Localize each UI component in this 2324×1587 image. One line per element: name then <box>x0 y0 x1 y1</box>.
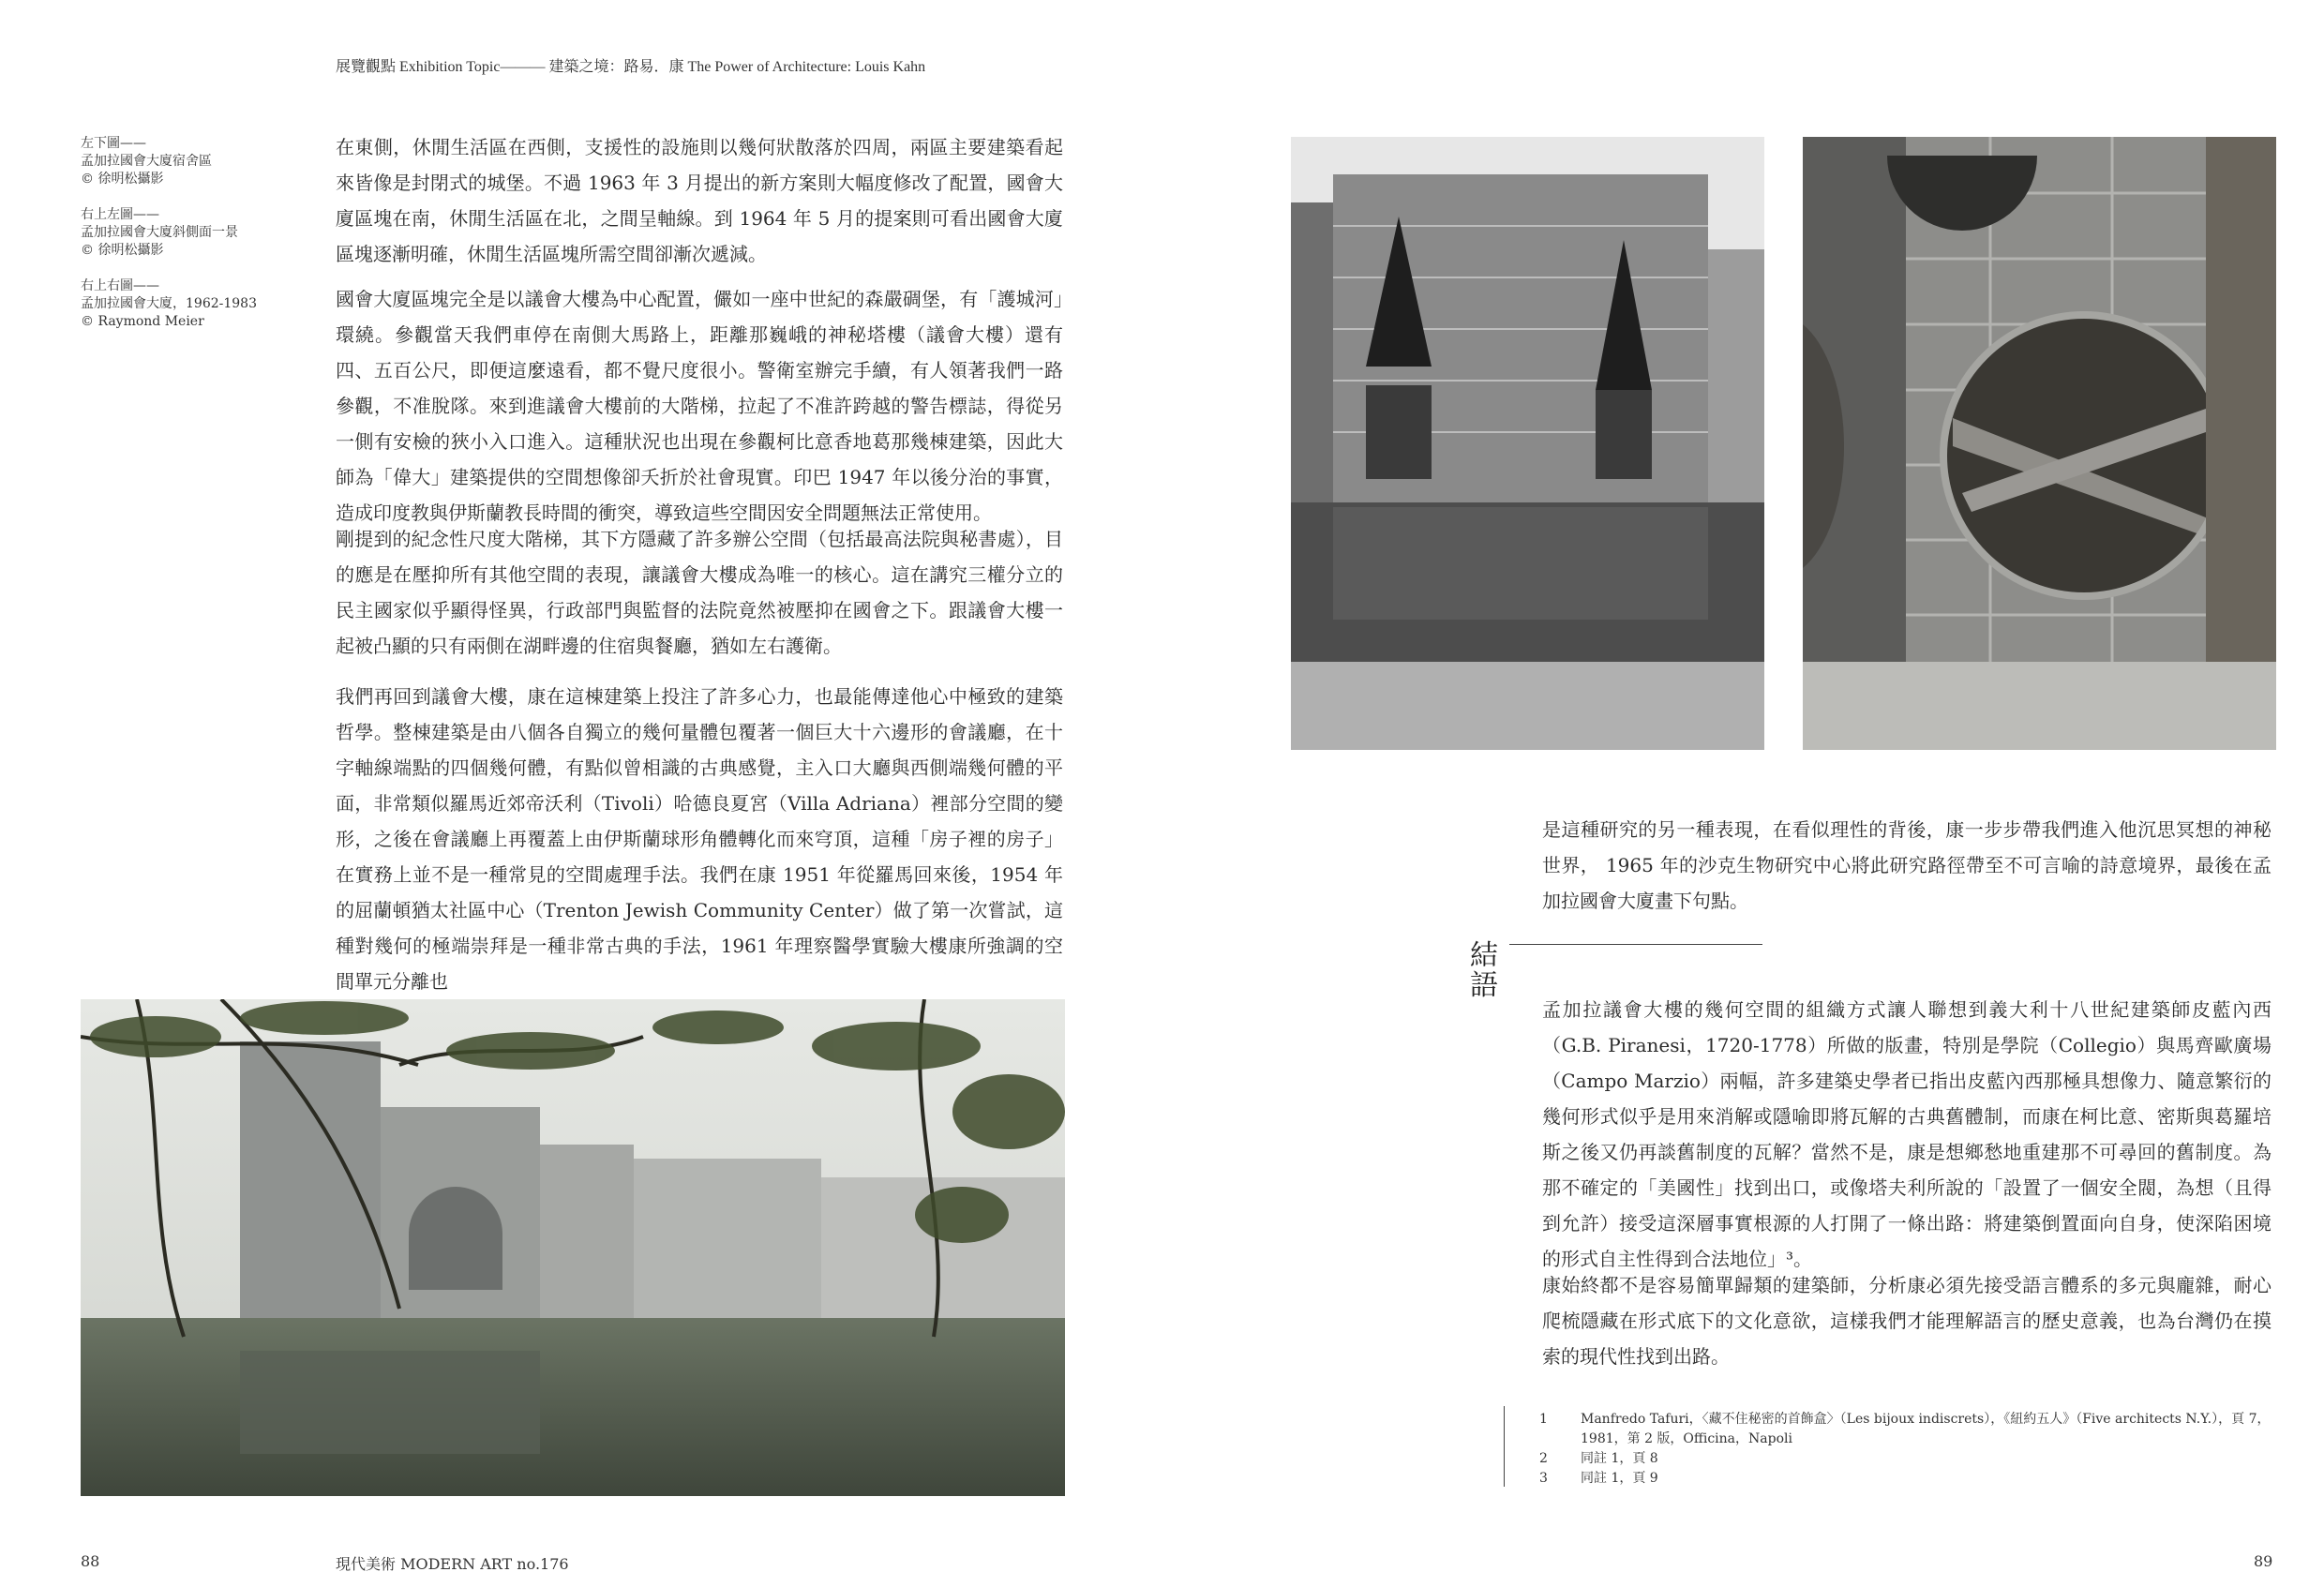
footnote-number: 2 <box>1539 1451 1548 1466</box>
conclusion-text <box>1542 1267 2272 1374</box>
paragraph: 在東側，休閒生活區在西側，支援性的設施則以幾何狀散落於四周，兩區主要建築看起來皆像是封閉式的城堡。不過 1963 年 3 月提出的新方案則大幅度修改了配置，國會大廈區塊在南，休閒生活區在北，之間呈軸線。到 1964 年 5 月的提案則可看出國會大廈區塊逐漸明確，休閒生活區塊所需空間卻漸次遞減。 <box>336 136 1063 265</box>
running-header: 展覽觀點 Exhibition Topic——— 建築之境：路易．康 The Power of Architecture: Louis Kahn <box>336 59 926 75</box>
caption-label: 右上右圖—— <box>81 278 159 293</box>
caption-credit: © Raymond Meier <box>81 314 204 329</box>
caption-subject: 孟加拉國會大廈，1962-1983 <box>81 296 257 311</box>
paragraph: 孟加拉議會大樓的幾何空間的組織方式讓人聯想到義大利十八世紀建築師皮藍內西（G.B. Piranesi，1720-1778）所做的版畫，特別是學院（Collegio）與馬齊歐廣場（Campo Marzio）兩幅，許多建築史學者已指出皮藍內西那極具想像力、隨意繁衍的幾何形式似乎是用來消解或隱喻即將瓦解的古典舊體制，而康在柯比意、密斯與葛羅培斯之後又仍再談舊制度的瓦解？當然不是，康是想鄉愁地重建那不可尋回的舊制度。為那不確定的「美國性」找到出口，或像塔夫利所說的「設置了一個安全閥，為想（且得到允許）接受這深層事實根源的人打開了一條出路：將建築倒置面向自身，使深陷困境的形式自主性得到合法地位」³。 <box>1542 998 2272 1270</box>
caption-subject: 孟加拉國會大廈斜側面一景 <box>81 225 238 240</box>
paragraph: 我們再回到議會大樓，康在這棟建築上投注了許多心力，也最能傳達他心中極致的建築哲學。整棟建築是由八個各自獨立的幾何量體包覆著一個巨大十六邊形的會議廳，在十字軸線端點的四個幾何體，有點似曾相識的古典感覺，主入口大廳與西側端幾何體的平面，非常類似羅馬近郊帝沃利（Tivoli）哈德良夏宮（Villa Adriana）裡部分空間的變形，之後在會議廳上再覆蓋上由伊斯蘭球形角體轉化而來穹頂，這種「房子裡的房子」在實務上並不是一種常見的空間處理手法。我們在康 1951 年從羅馬回來後，1954 年的屈蘭頓猶太社區中心（Trenton Jewish Community Center）做了第一次嘗試，這種對幾何的極端崇拜是一種非常古典的手法，1961 年理察醫學實驗大樓康所強調的空間單元分離也 <box>336 685 1063 993</box>
left-body-text <box>336 129 1063 272</box>
caption-credit: © 徐明松攝影 <box>81 243 164 258</box>
dormitory-lake-photo <box>81 999 1065 1496</box>
footnote-divider <box>1504 1406 1505 1487</box>
page-number-left: 88 <box>81 1552 100 1570</box>
footnote-number: 1 <box>1539 1412 1548 1427</box>
conclusion-heading: 結語 <box>1470 939 1498 1002</box>
left-body-text <box>336 281 1063 531</box>
paragraph: 康始終都不是容易簡單歸類的建築師，分析康必須先接受語言體系的多元與龐雜，耐心爬梳隱藏在形式底下的文化意欲，這樣我們才能理解語言的歷史意義，也為台灣仍在摸索的現代性找到出路。 <box>1542 1274 2272 1368</box>
footnote-item <box>1539 1410 2280 1449</box>
caption-top-right-left <box>81 206 277 260</box>
footnote-item <box>1539 1449 2280 1469</box>
caption-credit: © 徐明松攝影 <box>81 172 164 187</box>
footnote-text: 同註 1，頁 8 <box>1581 1451 1658 1466</box>
conclusion-divider <box>1509 944 1762 945</box>
paragraph: 是這種研究的另一種表現，在看似理性的背後，康一步步帶我們進入他沉思冥想的神秘世界， 1965 年的沙克生物研究中心將此研究路徑帶至不可言喻的詩意境界，最後在孟加拉國會大廈畫下句點。 <box>1542 818 2272 912</box>
assembly-interior-photo <box>1803 137 2276 750</box>
caption-subject: 孟加拉國會大廈宿舍區 <box>81 154 212 169</box>
paragraph: 國會大廈區塊完全是以議會大樓為中心配置，儼如一座中世紀的森嚴碉堡，有「護城河」環繞。參觀當天我們車停在南側大馬路上，距離那巍峨的神秘塔樓（議會大樓）還有四、五百公尺，即便這麼遠看，都不覺尺度很小。警衛室辦完手續，有人領著我們一路參觀，不准脫隊。來到進議會大樓前的大階梯，拉起了不准許跨越的警告標誌，得從另一側有安檢的狹小入口進入。這種狀況也出現在參觀柯比意香地葛那幾棟建築，因此大師為「偉大」建築提供的空間想像卻夭折於社會現實。印巴 1947 年以後分治的事實，造成印度教與伊斯蘭教長時間的衝突，導致這些空間因安全問題無法正常使用。 <box>336 288 1063 524</box>
caption-bottom-left <box>81 135 277 188</box>
caption-top-right-right <box>81 277 277 331</box>
assembly-oblique-photo <box>1291 137 1764 750</box>
left-body-text <box>336 679 1063 999</box>
footnote-text: Manfredo Tafuri，〈藏不住秘密的首飾盒〉（Les bijoux indiscrets），《紐約五人》（Five architects N.Y.），頁 7，1981，第 2 版，Officina，Napoli <box>1581 1412 2271 1446</box>
page-number-right: 89 <box>2254 1552 2273 1570</box>
footnotes <box>1539 1410 2280 1489</box>
footnote-number: 3 <box>1539 1471 1548 1486</box>
left-body-text <box>336 521 1063 664</box>
footnote-item <box>1539 1469 2280 1489</box>
magazine-title: 現代美術 MODERN ART no.176 <box>336 1555 569 1573</box>
conclusion-text <box>1542 992 2272 1277</box>
footnote-text: 同註 1，頁 9 <box>1581 1471 1658 1486</box>
caption-label: 左下圖—— <box>81 136 146 151</box>
paragraph: 剛提到的紀念性尺度大階梯，其下方隱藏了許多辦公空間（包括最高法院與秘書處），目的應是在壓抑所有其他空間的表現，讓議會大樓成為唯一的核心。這在講究三權分立的民主國家似乎顯得怪異，行政部門與監督的法院竟然被壓抑在國會之下。跟議會大樓一起被凸顯的只有兩側在湖畔邊的住宿與餐廳，猶如左右護衛。 <box>336 528 1063 657</box>
right-intro-text <box>1542 812 2272 919</box>
caption-label: 右上左圖—— <box>81 207 159 222</box>
